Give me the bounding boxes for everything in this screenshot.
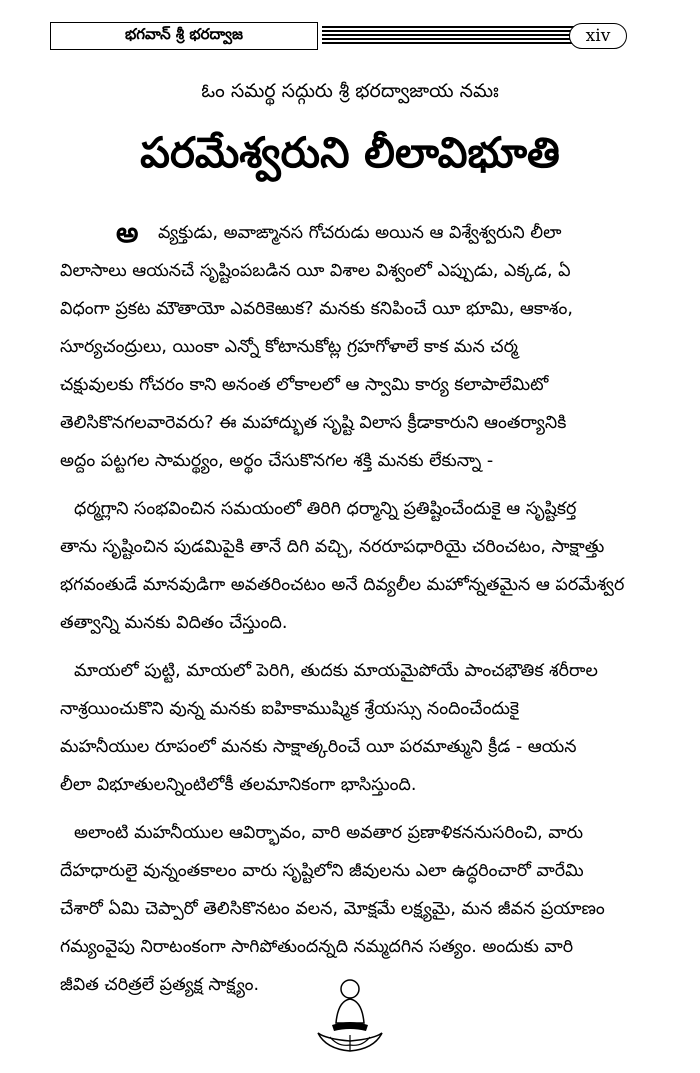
paragraph-line: మహనీయుల రూపంలో మనకు సాక్షాత్కరించే యీ పరమాత్ముని క్రీడ - ఆయన (60, 737, 577, 757)
paragraph-line: తెలిసికొనగలవారెవరు? ఈ మహాద్భుత సృష్టి విలాస క్రీడాకారుని ఆంతర్యానికి (60, 413, 567, 433)
paragraph-line: లీలా విభూతులన్నింటిలోకీ తలమానికంగా భాసిస్తుంది. (60, 775, 417, 795)
chapter-title: పరమేశ్వరుని లీలావిభూతి (140, 128, 560, 177)
paragraph-line: అలాంటి మహనీయుల ఆవిర్భావం, వారి అవతార ప్రణాళికననుసరించి, వారు (74, 823, 584, 843)
paragraph-line: చక్షువులకు గోచరం కాని అనంత లోకాలలో ఆ స్వామి కార్య కలాపాలేమిటో (60, 375, 549, 395)
paragraph-line: తత్వాన్ని మనకు విదితం చేస్తుంది. (60, 613, 288, 633)
paragraph-line: గమ్యంవైపు నిరాటంకంగా సాగిపోతుందన్నది నమ్మదగిన సత్యం. అందుకు వారి (60, 937, 574, 957)
paragraph-3 (60, 652, 660, 804)
paragraph-2 (60, 490, 660, 642)
paragraph-line: నాశ్రయించుకొని వున్న మనకు ఐహికాముష్మిక శ్రేయస్సు నందించేందుకై (60, 699, 520, 719)
drop-cap-letter: అ (116, 216, 139, 249)
body-text (60, 214, 660, 1014)
paragraph-line: సూర్యచంద్రులు, యింకా ఎన్నో కోటానుకోట్ల గ్రహగోళాలే కాక మన చర్మ (60, 337, 518, 357)
guru-on-lotus-icon (310, 975, 390, 1055)
book-title: భగవాన్ శ్రీ భరద్వాజ (50, 22, 318, 50)
paragraph-line: అద్దం పట్టగల సామర్థ్యం, అర్థం చేసుకొనగల శక్తి మనకు లేకున్నా - (60, 451, 494, 471)
page-header (50, 22, 655, 52)
paragraph-line: జీవిత చరిత్రలే ప్రత్యక్ష సాక్ష్యం. (60, 975, 260, 995)
paragraph-1 (60, 214, 660, 480)
paragraph-line: విధంగా ప్రకట మౌతాయో ఎవరికెఱుక? మనకు కనిపించే యీ భూమి, ఆకాశం, (60, 299, 573, 319)
paragraph-line: విలాసాలు ఆయనచే సృష్టింపబడిన యీ విశాల విశ్వంలో ఎప్పుడు, ఎక్కడ, ఏ (60, 261, 571, 281)
paragraph-line: ధర్మగ్లాని సంభవించిన సమయంలో తిరిగి ధర్మాన్ని ప్రతిష్టించేందుకై ఆ సృష్టికర్త (74, 499, 577, 519)
page-number: xiv (569, 23, 627, 49)
paragraph-line: భగవంతుడే మానవుడిగా అవతరించటం అనే దివ్యలీల మహోన్నతమైన ఆ పరమేశ్వర (60, 575, 625, 595)
paragraph-line: చేశారో ఏమి చెప్పారో తెలిసికొనటం వలన, మోక్షమే లక్ష్యమై, మన జీవన ప్రయాణం (60, 899, 605, 919)
header-rule-lines (322, 26, 590, 46)
invocation-line: ఓం సమర్థ సద్గురు శ్రీ భరద్వాజాయ నమః (201, 80, 499, 102)
paragraph-line: అ వ్యక్తుడు, అవాఙ్మానస గోచరుడు అయిన ఆ విశ్వేశ్వరుని లీలా (60, 214, 660, 252)
paragraph-line: దేహధారులై వున్నంతకాలం వారు సృష్టిలోని జీవులను ఎలా ఉద్ధరించారో వారేమి (60, 861, 584, 881)
paragraph-line: తాను సృష్టించిన పుడమిపైకి తానే దిగి వచ్చి, నరరూపధారియై చరించటం, సాక్షాత్తు (60, 537, 605, 557)
paragraph-line: మాయలో పుట్టి, మాయలో పెరిగి, తుదకు మాయమైపోయే పాంచభౌతిక శరీరాల (74, 661, 598, 681)
